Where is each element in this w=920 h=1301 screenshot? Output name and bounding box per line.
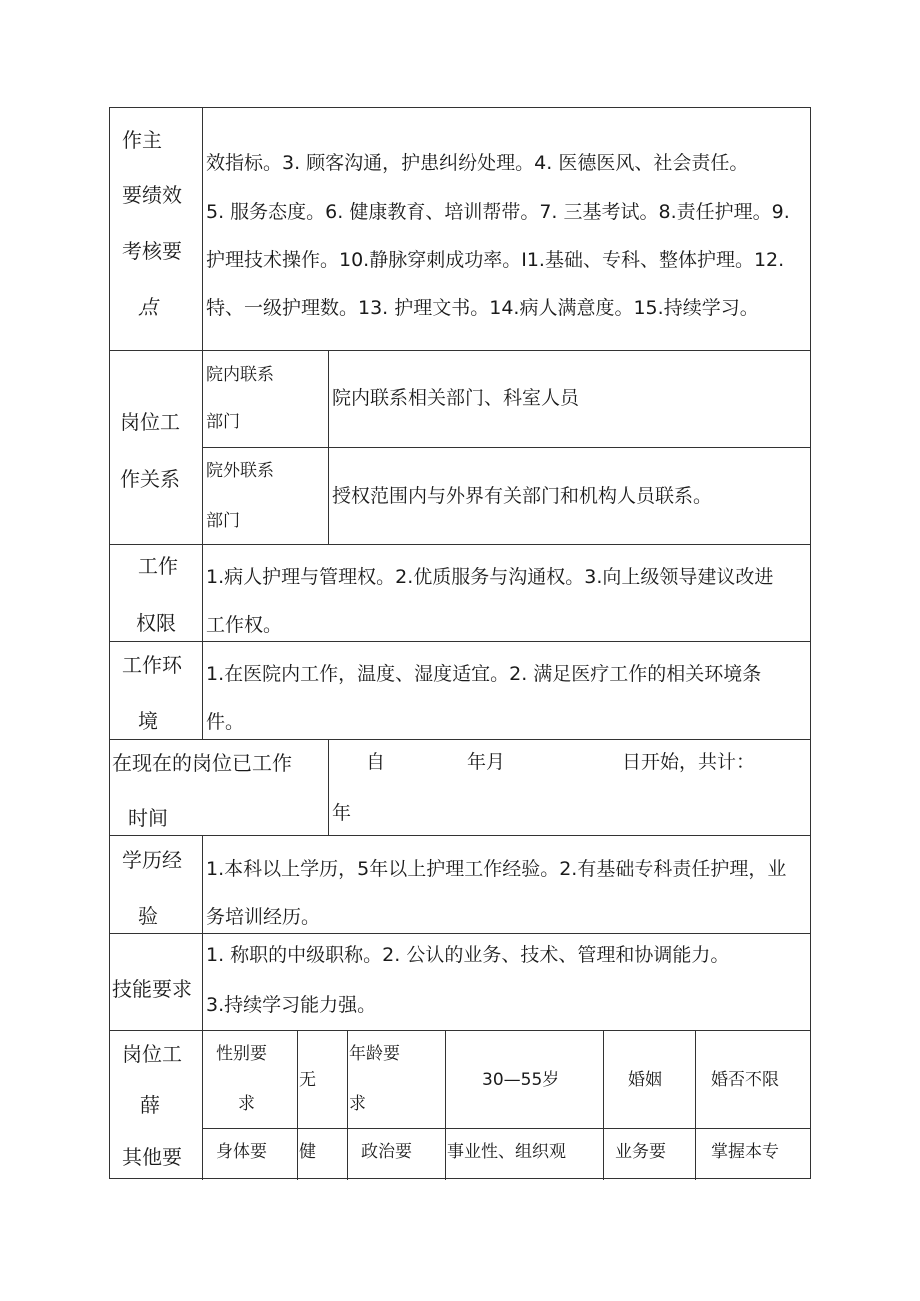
- body-value: 健: [299, 1142, 316, 1162]
- education-label-line-2: 验: [138, 904, 158, 928]
- authority-label-line-1: 工作: [138, 554, 178, 578]
- education-line-1: 1.本科以上学历，5年以上护理工作经验。2.有基础专科责任护理，业: [206, 858, 787, 880]
- marriage-value: 婚否不限: [711, 1070, 779, 1090]
- kpi-label-line-3: 考核要: [122, 239, 182, 263]
- authority-label-line-2: 权限: [136, 611, 176, 635]
- job-description-table: [109, 107, 811, 1179]
- relations-label-line-2: 作关系: [120, 467, 180, 491]
- other-label-line-3: 其他要: [122, 1145, 182, 1169]
- other-label-line-1: 岗位工: [122, 1042, 182, 1066]
- marriage-label: 婚姻: [628, 1070, 662, 1090]
- relations-label-line-1: 岗位工: [120, 410, 180, 434]
- gender-label-line-2: 求: [238, 1094, 255, 1114]
- gender-label-line-1: 性别要: [216, 1044, 267, 1064]
- kpi-line-2: 5. 服务态度。6. 健康教育、培训帮带。7. 三基考试。8.责任护理。9.: [206, 201, 790, 223]
- relations-label-cell: [110, 350, 202, 544]
- business-value: 掌握本专: [711, 1142, 779, 1162]
- kpi-line-3: 护理技术操作。10.静脉穿刺成功率。I1.基础、专科、整体护理。12.: [206, 249, 785, 271]
- tenure-year: 年: [332, 802, 352, 824]
- authority-line-2: 工作权。: [206, 614, 283, 636]
- kpi-label-line-2: 要绩效: [122, 183, 182, 207]
- external-dept-label-line-2: 部门: [206, 511, 240, 531]
- other-label-line-2: 薛: [140, 1093, 160, 1117]
- kpi-label-line-4: 点: [138, 295, 158, 319]
- environment-line-1: 1.在医院内工作，温度、湿度适宜。2. 满足医疗工作的相关环境条: [206, 663, 762, 685]
- skills-label: 技能要求: [112, 977, 192, 1001]
- environment-label-line-2: 境: [138, 709, 158, 733]
- authority-content-cell: [202, 544, 810, 641]
- external-dept-label-line-1: 院外联系: [206, 461, 274, 481]
- tenure-yearmonth: 年月: [467, 751, 506, 773]
- environment-label-line-1: 工作环: [122, 653, 182, 677]
- education-line-2: 务培训经历。: [206, 906, 321, 928]
- kpi-line-1: 效指标。3. 顾客沟通，护患纠纷处理。4. 医德医风、社会责任。: [206, 152, 749, 174]
- environment-line-2: 件。: [206, 711, 245, 733]
- kpi-line-4: 特、一级护理数。13. 护理文书。14.病人满意度。15.持续学习。: [206, 297, 759, 319]
- business-label: 业务要: [615, 1142, 666, 1162]
- tenure-label-line-1: 在现在的岗位已工作: [112, 751, 292, 775]
- tenure-label-line-2: 时间: [128, 806, 168, 830]
- external-dept-value: 授权范围内与外界有关部门和机构人员联系。: [332, 485, 713, 507]
- tenure-day-start: 日开始，共计：: [622, 751, 756, 773]
- age-label-line-1: 年龄要: [349, 1044, 400, 1064]
- age-label-line-2: 求: [349, 1094, 366, 1114]
- internal-dept-value: 院内联系相关部门、科室人员: [332, 387, 580, 409]
- skills-line-1: 1. 称职的中级职称。2. 公认的业务、技术、管理和协调能力。: [206, 944, 730, 966]
- skills-line-2: 3.持续学习能力强。: [206, 994, 377, 1016]
- environment-content-cell: [202, 641, 810, 739]
- age-value: 30—55岁: [482, 1070, 560, 1090]
- internal-dept-label-line-2: 部门: [206, 412, 240, 432]
- gender-value: 无: [299, 1070, 316, 1090]
- politics-label: 政治要: [361, 1142, 412, 1162]
- internal-dept-label-line-1: 院内联系: [206, 365, 274, 385]
- body-label: 身体要: [216, 1142, 267, 1162]
- politics-value: 事业性、组织观: [447, 1142, 566, 1162]
- education-label-line-1: 学历经: [122, 848, 182, 872]
- kpi-label-line-1: 作主: [122, 128, 162, 152]
- tenure-from: 自: [366, 751, 386, 773]
- authority-line-1: 1.病人护理与管理权。2.优质服务与沟通权。3.向上级领导建议改进: [206, 566, 774, 588]
